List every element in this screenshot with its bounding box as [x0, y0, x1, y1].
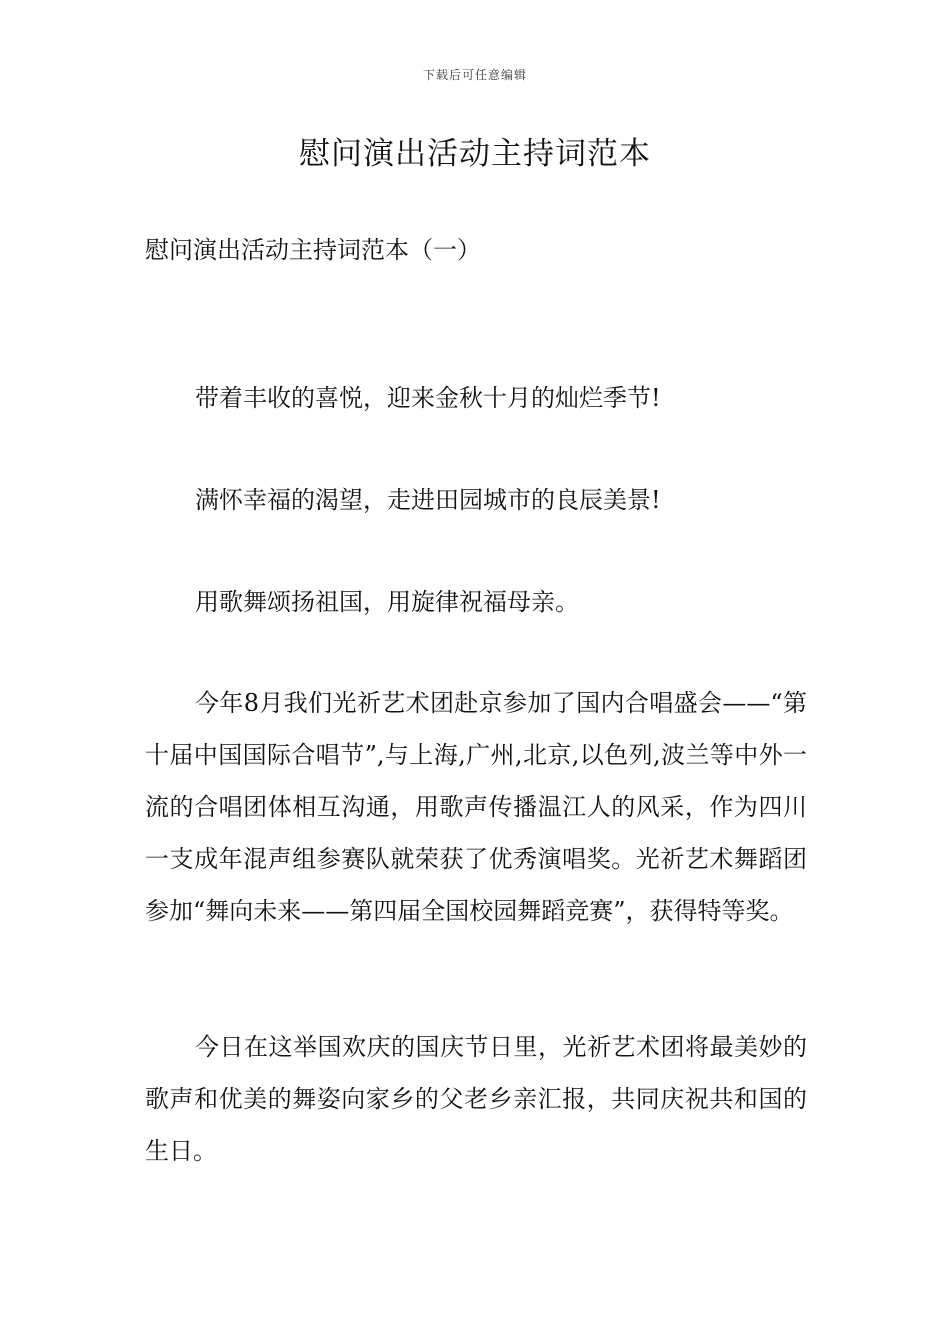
- header-note: 下载后可任意编辑: [422, 68, 527, 82]
- paragraph-5: 今日在这举国欢庆的国庆节日里，光祈艺术团将最美妙的歌声和优美的舞姿向家乡的父老乡亲汇报，共同庆祝共和国的生日。: [145, 1033, 807, 1165]
- paragraph-4: 今年8月我们光祈艺术团赴京参加了国内合唱盛会——“第十届中国国际合唱节”,与上海,广州,北京,以色列,波兰等中外一流的合唱团体相互沟通，用歌声传播温江人的风采，作为四川一支成年混声组参赛队就荣获了优秀演唱奖。光祈艺术舞蹈团参加“舞向未来——第四届全国校园舞蹈竞赛”，获得特等奖。: [145, 689, 807, 925]
- paragraph-3: 用歌舞颂扬祖国，用旋律祝福母亲。: [195, 588, 579, 616]
- paragraph-2: 满怀幸福的渴望，走进田园城市的良辰美景!: [195, 486, 661, 514]
- section-heading: 慰问演出活动主持词范本（一）: [145, 236, 481, 264]
- paragraph-1: 带着丰收的喜悦，迎来金秋十月的灿烂季节!: [195, 384, 661, 412]
- document-title: 慰问演出活动主持词范本: [299, 136, 651, 172]
